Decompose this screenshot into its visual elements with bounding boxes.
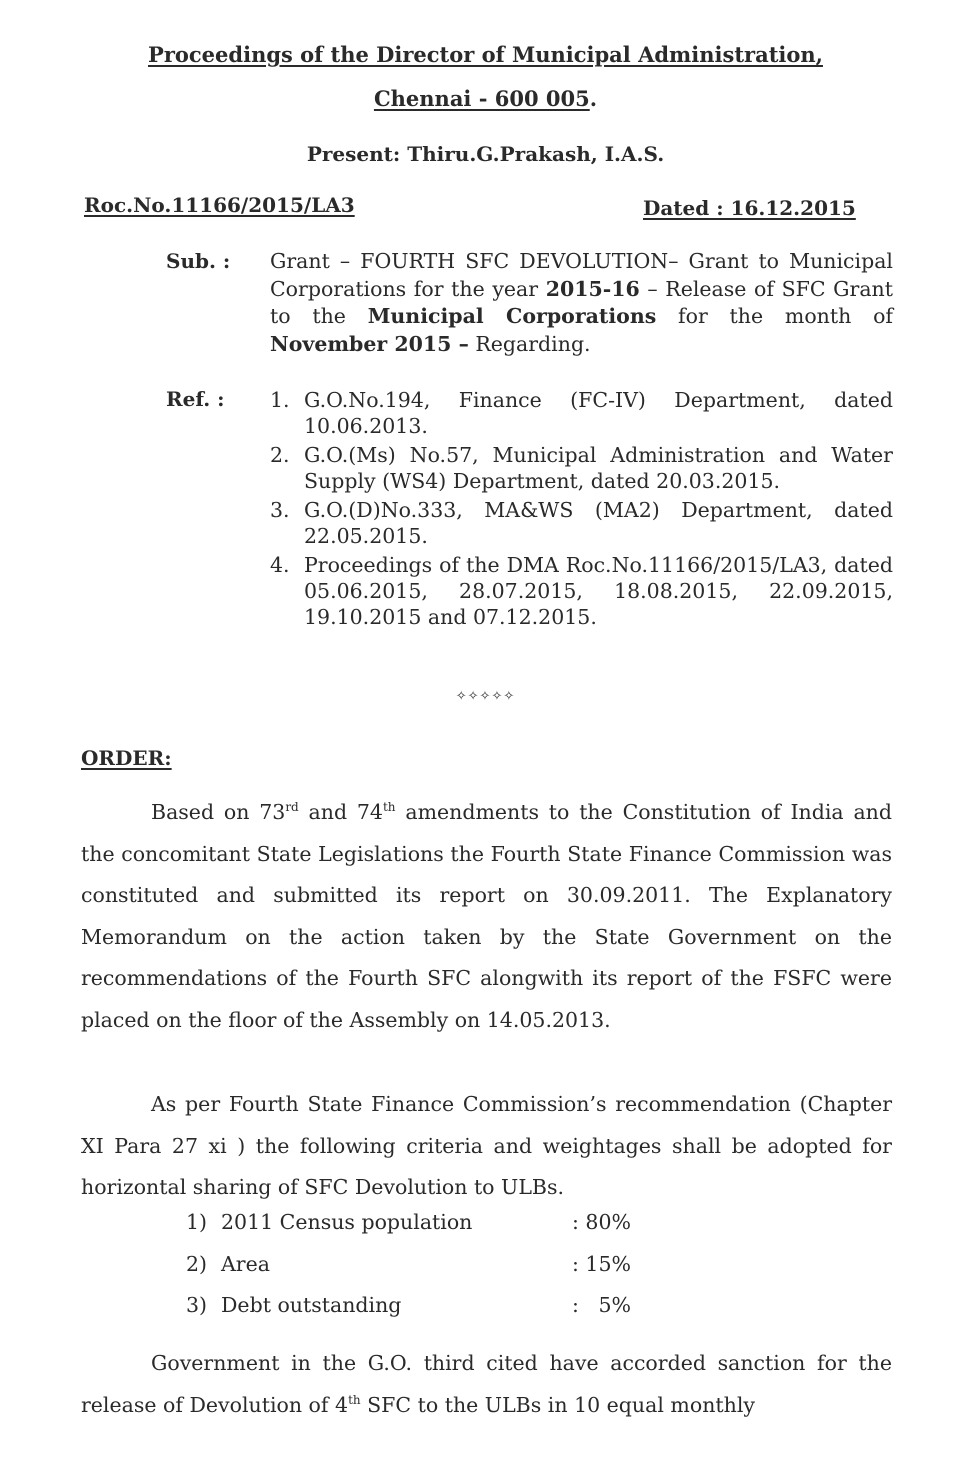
criteria-row: 3) Debt outstanding : 5% xyxy=(186,1293,631,1318)
order-paragraph-3: Government in the G.O. third cited have accorded sanction for the release of Devolution of 4th SFC to the ULBs in 10 equal monthly xyxy=(81,1351,892,1417)
reference-item: 3. G.O.(D)No.333, MA&WS (MA2) Department, dated 22.05.2015. xyxy=(270,498,893,548)
reference-item: 4. Proceedings of the DMA Roc.No.11166/2015/LA3, dated 05.06.2015, 28.07.2015, 18.08.2015, 22.09.2015, 19.10.2015 and 07.12.2015. xyxy=(270,553,893,629)
roc-number: Roc.No.11166/2015/LA3 xyxy=(84,193,355,217)
order-heading: ORDER: xyxy=(81,746,172,770)
dated: Dated : 16.12.2015 xyxy=(643,196,856,220)
criteria-row: 2) Area : 15% xyxy=(186,1251,631,1276)
reference-label: Ref. : xyxy=(166,387,225,411)
reference-item: 2. G.O.(Ms) No.57, Municipal Administration and Water Supply (WS4) Department, dated 20.03.2015. xyxy=(270,443,893,493)
criteria-list xyxy=(186,1210,656,1335)
separator: ✧✧✧✧✧ xyxy=(455,689,516,704)
order-paragraph-1: Based on 73rd and 74th amendments to the Constitution of India and the concomitant State Legislations the Fourth State Finance Commission was constituted and submitted its report on 30.09.2011. The Explanatory Memorandum on the action taken by the State Government on the recommendations of the Fourth SFC alongwith its report of the FSFC were placed on the floor of the Assembly on 14.05.2013. xyxy=(81,800,892,1032)
criteria-row: 1) 2011 Census population : 80% xyxy=(186,1210,631,1234)
reference-item: 1. G.O.No.194, Finance (FC-IV) Department, dated 10.06.2013. xyxy=(270,388,893,438)
present-line: Present: Thiru.G.Prakash, I.A.S. xyxy=(306,142,665,166)
order-paragraph-2: As per Fourth State Finance Commission’s recommendation (Chapter XI Para 27 xi ) the following criteria and weightages shall be adopted for horizontal sharing of SFC Devolution to ULBs. xyxy=(81,1092,892,1200)
subject-label: Sub. : xyxy=(166,249,231,273)
title-line-2: Chennai - 600 005. xyxy=(373,86,598,111)
subject-text: Grant – FOURTH SFC DEVOLUTION– Grant to Municipal Corporations for the year 2015-16 – Release of SFC Grant to the Municipal Corporations for the month of November 2015 – Regarding. xyxy=(270,249,894,356)
title-line-1: Proceedings of the Director of Municipal Administration, xyxy=(148,42,823,67)
reference-list xyxy=(270,387,893,633)
